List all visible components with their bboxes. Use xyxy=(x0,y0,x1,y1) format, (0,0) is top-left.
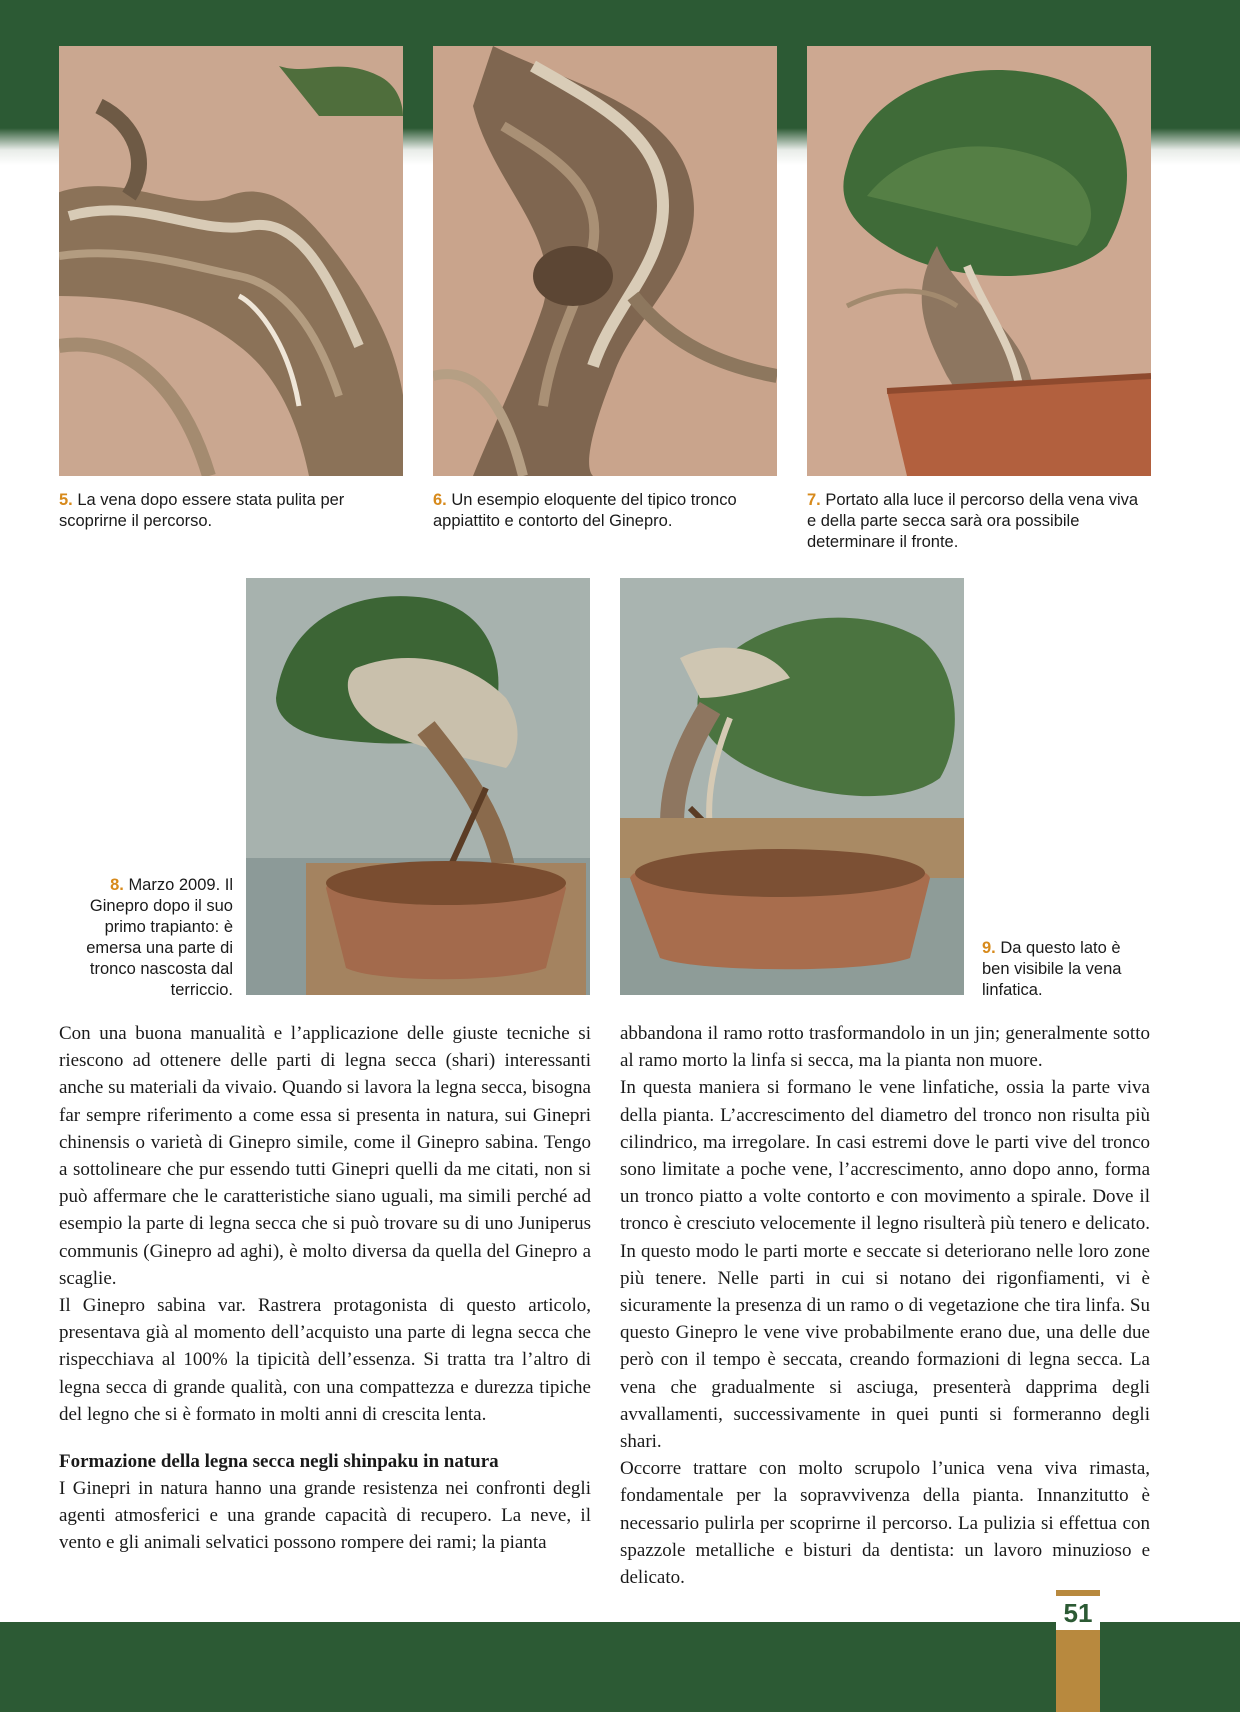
photo-8-repotted-juniper xyxy=(246,578,590,995)
caption-7-text: Portato alla luce il percorso della vena viva e della parte secca sarà ora possibile determinare il fronte. xyxy=(807,491,1139,551)
photo-9-lymph-vein-side xyxy=(620,578,964,995)
caption-9 xyxy=(982,938,1137,1001)
page-number: 51 xyxy=(1056,1596,1100,1630)
section-heading: Formazione della legna secca negli shinpaku in natura xyxy=(59,1451,499,1473)
caption-5-number: 5. xyxy=(59,491,73,509)
caption-6-text: Un esempio eloquente del tipico tronco appiattito e contorto del Ginepro. xyxy=(433,491,737,530)
article-right-column xyxy=(620,1020,1150,1591)
caption-8 xyxy=(58,875,233,1001)
caption-7 xyxy=(807,490,1147,553)
caption-6 xyxy=(433,490,778,532)
paragraph: Occorre trattare con molto scrupolo l’unica vena viva rimasta, fondamentale per la sopravvivenza della pianta. Innanzitutto è necessario pulirla per scoprirne il percorso. La pulizia si effettua con spazzole metalliche e bisturi da dentista: un lavoro minuzioso e delicato. xyxy=(620,1458,1150,1589)
paragraph: Con una buona manualità e l’applicazione delle giuste tecniche si riescono ad ottenere delle parti di legna secca (shari) interessanti anche su materiali da vivaio. Quando si lavora la legna secca, bisogna far sempre riferimento a come essa si presenta in natura, sui Ginepri chinensis o varietà di Ginepro simile, come il Ginepro sabina. Tengo a sottolineare che pur essendo tutti Ginepri quelli da me citati, non si può affermare che le caratteristiche siano uguali, ma simili perché ad esempio la parte di legna secca che si può trovare su di uno Juniperus communis (Ginepro ad aghi), è molto diversa da quella del Ginepro a scaglie. xyxy=(59,1023,591,1289)
photo-7-tree-with-pot xyxy=(807,46,1151,476)
article-left-column xyxy=(59,1020,591,1557)
photo-6-twisted-trunk xyxy=(433,46,777,476)
paragraph: I Ginepri in natura hanno una grande resistenza nei confronti degli agenti atmosferici e una grande capacità di recupero. La neve, il vento e gli animali selvatici possono rompere dei rami; la pianta xyxy=(59,1478,591,1554)
caption-5 xyxy=(59,490,399,532)
caption-9-number: 9. xyxy=(982,939,996,957)
page-number-tab xyxy=(1056,1590,1100,1712)
caption-5-text: La vena dopo essere stata pulita per scoprirne il percorso. xyxy=(59,491,345,530)
paragraph: Il Ginepro sabina var. Rastrera protagonista di questo articolo, presentava già al momento dell’acquisto una parte di legna secca che rispecchiava al 100% la tipicità dell’essenza. Si tratta tra l’altro di legna secca di grande qualità, con una compattezza e durezza tipiche del legno che si è formato in molti anni di crescita lenta. xyxy=(59,1295,591,1425)
caption-9-text: Da questo lato è ben visibile la vena linfatica. xyxy=(982,939,1122,999)
photo-5-trunk-vein xyxy=(59,46,403,476)
caption-8-number: 8. xyxy=(110,876,124,894)
footer-band xyxy=(0,1622,1240,1712)
caption-8-text: Marzo 2009. Il Ginepro dopo il suo primo trapianto: è emersa una parte di tronco nascosta dal terriccio. xyxy=(86,876,233,999)
paragraph: abbandona il ramo rotto trasformandolo in un jin; generalmente sotto al ramo morto la linfa si secca, ma la pianta non muore. xyxy=(620,1023,1150,1072)
paragraph: In questa maniera si formano le vene linfatiche, ossia la parte viva della pianta. L’accrescimento del diametro del tronco non risulta più cilindrico, ma irregolare. In casi estremi dove le parti vive del tronco sono limitate a poche vene, l’accrescimento, anno dopo anno, forma un tronco piatto a volte contorto e con movimento a spirale. Dove il tronco è cresciuto velocemente il legno risulterà più tenero e delicato. In questo modo le parti morte e seccate si deteriorano nelle loro zone più tenere. Nelle parti in cui si notano dei rigonfiamenti, vi è sicuramente la presenza di un ramo o di vegetazione che tira linfa. Su questo Ginepro le vene vive probabilmente erano due, una delle due però con il tempo è seccata, creando formazioni di legna secca. La vena che gradualmente si asciuga, presenterà dapprima degli avvallamenti, successivamente in quei punti si formeranno degli shari. xyxy=(620,1077,1150,1453)
caption-7-number: 7. xyxy=(807,491,821,509)
caption-6-number: 6. xyxy=(433,491,447,509)
